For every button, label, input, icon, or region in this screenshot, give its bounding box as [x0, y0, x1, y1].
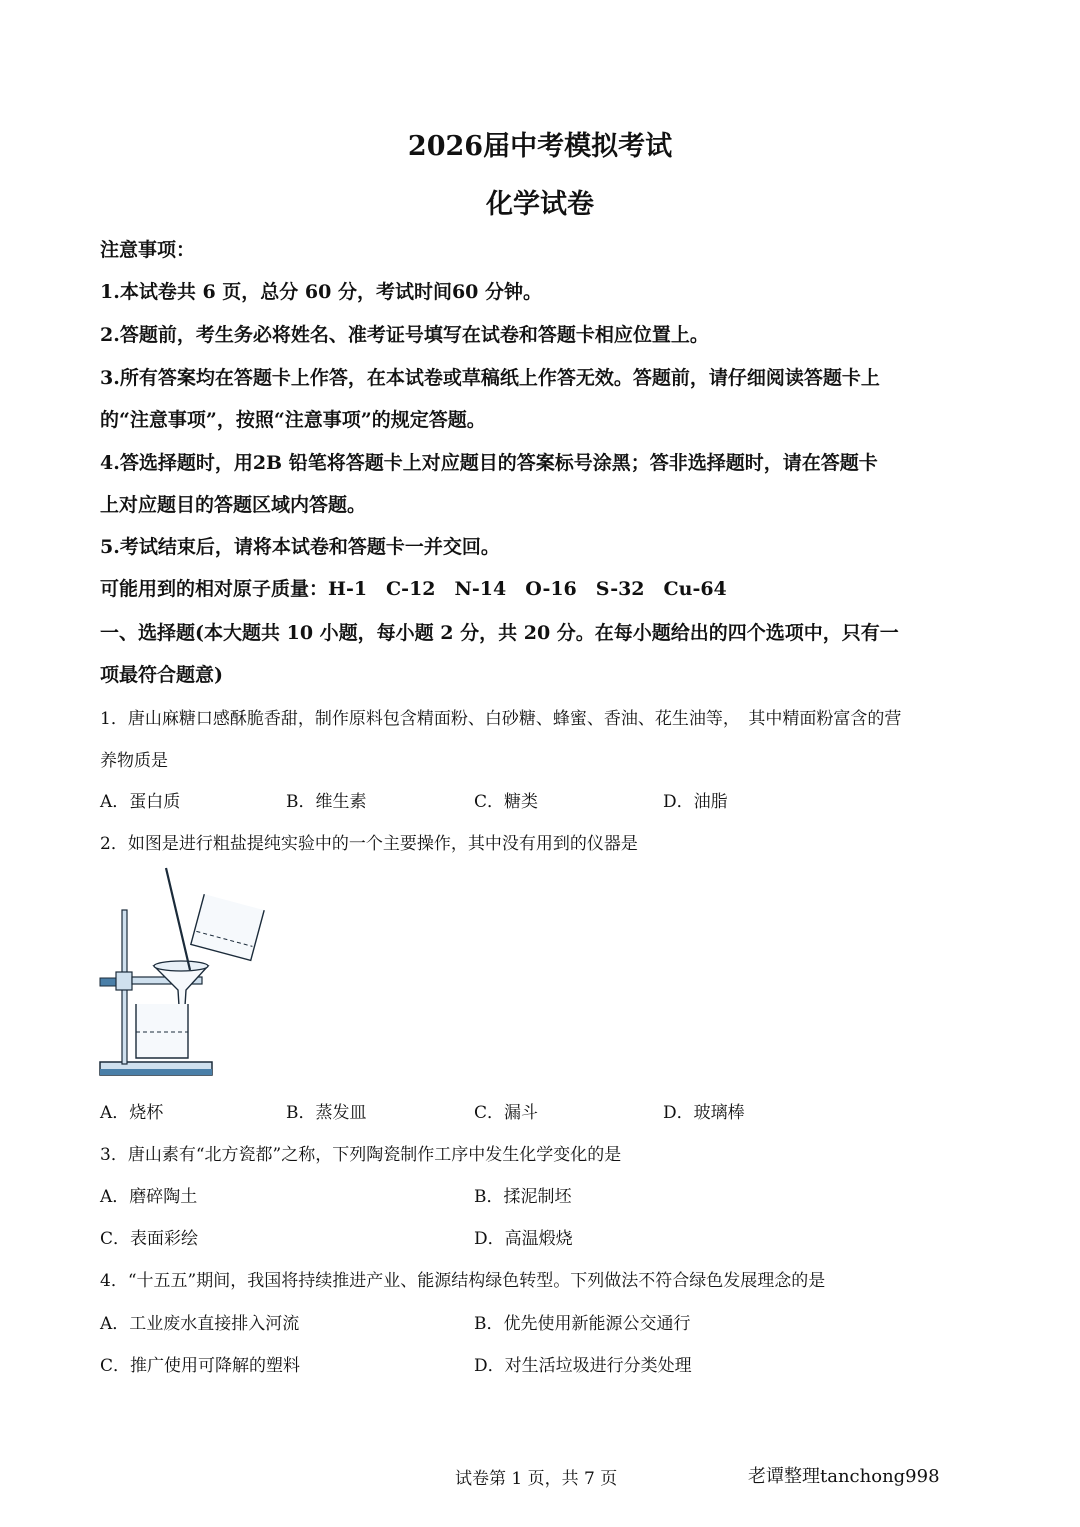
question-3-option-c: C．表面彩绘 — [100, 1229, 199, 1249]
credit-text: 老谭整理tanchong998 — [748, 1466, 940, 1487]
filtration-apparatus-figure — [96, 862, 276, 1082]
question-3-option-b: B．揉泥制坯 — [474, 1187, 572, 1207]
question-2-option-d: D．玻璃棒 — [663, 1103, 745, 1123]
question-2-option-c: C．漏斗 — [474, 1103, 539, 1123]
question-2-option-b: B．蒸发皿 — [286, 1103, 367, 1123]
question-4-option-a: A．工业废水直接排入河流 — [100, 1314, 300, 1334]
section-heading: 一、选择题(本大题共 10 小题，每小题 2 分，共 20 分。在每小题给出的四个选项中，只有一 — [100, 622, 899, 644]
question-4-stem: 4．“十五五”期间，我国将持续推进产业、能源结构绿色转型。下列做法不符合绿色发展理念的是 — [100, 1271, 826, 1291]
exam-subtitle: 化学试卷 — [486, 189, 594, 220]
notice-item: 1.本试卷共 6 页，总分 60 分，考试时间60 分钟。 — [100, 281, 543, 303]
notice-item: 2.答题前，考生务必将姓名、准考证号填写在试卷和答题卡相应位置上。 — [100, 324, 709, 346]
atomic-mass-line: 可能用到的相对原子质量：H-1 C-12 N-14 O-16 S-32 Cu-64 — [100, 578, 727, 600]
section-heading-cont: 项最符合题意) — [100, 664, 223, 686]
question-2-stem: 2．如图是进行粗盐提纯实验中的一个主要操作，其中没有用到的仪器是 — [100, 834, 638, 854]
question-1-option-c: C．糖类 — [474, 792, 539, 812]
question-1-option-a: A．蛋白质 — [100, 792, 181, 812]
question-1-stem: 1．唐山麻糖口感酥脆香甜，制作原料包含精面粉、白砂糖、蜂蜜、香油、花生油等， 其中精面粉富含的营 — [100, 709, 902, 729]
clamp-boss — [116, 972, 132, 990]
beaker-pouring — [191, 894, 264, 960]
question-3-stem: 3．唐山素有“北方瓷都”之称，下列陶瓷制作工序中发生化学变化的是 — [100, 1145, 622, 1165]
page-number: 试卷第 1 页，共 7 页 — [455, 1469, 618, 1489]
notice-item: 4.答选择题时，用2B 铅笔将答题卡上对应题目的答案标号涂黑；答非选择题时，请在答题卡 — [100, 452, 878, 474]
notice-item: 上对应题目的答题区域内答题。 — [100, 494, 367, 516]
glass-rod — [166, 868, 190, 970]
notice-heading: 注意事项： — [100, 239, 196, 261]
notice-item: 3.所有答案均在答题卡上作答，在本试卷或草稿纸上作答无效。答题前，请仔细阅读答题卡上 — [100, 367, 880, 389]
notice-item: 的“注意事项”，按照“注意事项”的规定答题。 — [100, 409, 486, 431]
question-4-option-b: B．优先使用新能源公交通行 — [474, 1314, 691, 1334]
question-3-option-a: A．磨碎陶土 — [100, 1187, 198, 1207]
question-1-option-b: B．维生素 — [286, 792, 367, 812]
question-3-option-d: D．高温煅烧 — [474, 1229, 573, 1249]
question-4-option-d: D．对生活垃圾进行分类处理 — [474, 1356, 692, 1376]
question-2-option-a: A．烧杯 — [100, 1103, 164, 1123]
question-4-option-c: C．推广使用可降解的塑料 — [100, 1356, 301, 1376]
question-1-stem-cont: 养物质是 — [100, 751, 168, 771]
notice-item: 5.考试结束后，请将本试卷和答题卡一并交回。 — [100, 536, 500, 558]
exam-title: 2026届中考模拟考试 — [407, 131, 673, 162]
beaker-lower — [136, 1004, 188, 1058]
question-1-option-d: D．油脂 — [663, 792, 728, 812]
